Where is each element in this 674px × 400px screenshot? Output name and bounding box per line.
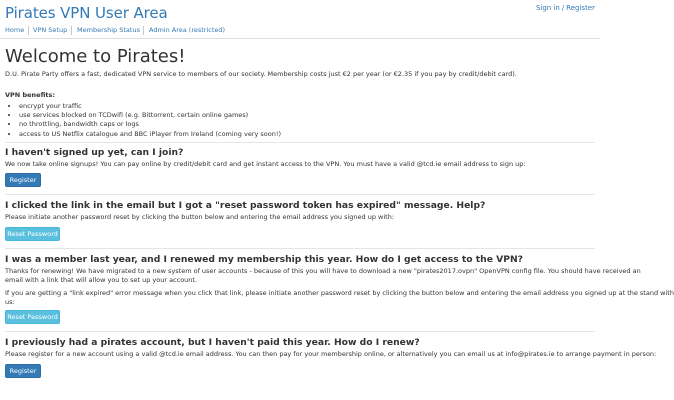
- benefits-heading: VPN benefits:: [5, 91, 55, 99]
- nav-divider: [28, 26, 29, 35]
- faq-question-signup: I haven't signed up yet, can I join?: [5, 147, 184, 158]
- nav-divider: [143, 26, 144, 35]
- reset-password-button[interactable]: Reset Password: [5, 310, 60, 324]
- faq-answer-link-expired-line1: If you are getting a "link expired" error message when you click that link, please initiate another password reset by clicking the button below and entering the email address you signed up at the stand with: [5, 289, 674, 297]
- nav-divider: [71, 26, 72, 35]
- benefits-list: [5, 102, 281, 139]
- register-link[interactable]: Register: [566, 4, 595, 12]
- divider: [5, 331, 595, 332]
- page-title: Welcome to Pirates!: [5, 46, 186, 67]
- faq-question-renewed: I was a member last year, and I renewed my membership this year. How do I get access to the VPN?: [5, 254, 524, 265]
- nav-item-membership-status[interactable]: Membership Status: [77, 26, 140, 34]
- faq-answer-renewed-line2: email with a link that will allow you to set up your account.: [5, 276, 198, 284]
- list-item: • use services blocked on TCDwifi (e.g. Bittorrent, certain online games): [19, 111, 281, 120]
- auth-links: [536, 4, 595, 12]
- faq-question-reset-expired: I clicked the link in the email but I got a "reset password token has expired" message. Help?: [5, 200, 486, 211]
- divider: [5, 194, 595, 195]
- list-item: • no throttling, bandwidth caps or logs: [19, 120, 281, 129]
- faq-answer-unpaid: Please register for a new account using a valid @tcd.ie email address. You can then pay for your membership online, or alternatively you can email us at info@pirates.ie to arrange payment in person:: [5, 350, 657, 358]
- auth-separator: /: [561, 4, 565, 12]
- nav-item-home[interactable]: Home: [5, 26, 25, 34]
- register-button[interactable]: Register: [5, 173, 41, 187]
- nav-item-admin-area[interactable]: Admin Area (restricted): [149, 26, 226, 34]
- faq-question-unpaid: I previously had a pirates account, but I haven't paid this year. How do I renew?: [5, 337, 420, 348]
- reset-password-button[interactable]: Reset Password: [5, 227, 60, 241]
- faq-answer-renewed-line1: Thanks for renewing! We have migrated to a new system of user accounts - because of this you will have to download a new "pirates2017.ovpn" OpenVPN config file. You should have received an: [5, 267, 641, 275]
- intro-text: D.U. Pirate Party offers a fast, dedicated VPN service to members of our society. Membership costs just €2 per year (or €2.35 if you pay by credit/debit card).: [5, 70, 517, 78]
- faq-answer-link-expired-line2: us:: [5, 298, 15, 306]
- register-button[interactable]: Register: [5, 364, 41, 378]
- divider: [5, 142, 595, 143]
- nav-bar: [0, 24, 600, 39]
- nav-item-vpn-setup[interactable]: VPN Setup: [33, 26, 68, 34]
- faq-answer-reset-expired: Please initiate another password reset by clicking the button below and entering the email address you signed up with:: [5, 213, 395, 221]
- list-item: • encrypt your traffic: [19, 102, 281, 111]
- faq-answer-signup: We now take online signups! You can pay online by credit/debit card and get instant access to the VPN. You must have a valid @tcd.ie email address to sign up:: [5, 160, 526, 168]
- list-item: • access to US Netflix catalogue and BBC iPlayer from Ireland (coming very soon!): [19, 130, 281, 139]
- brand-title[interactable]: Pirates VPN User Area: [5, 4, 168, 22]
- divider: [5, 248, 595, 249]
- signin-link[interactable]: Sign in: [535, 4, 560, 12]
